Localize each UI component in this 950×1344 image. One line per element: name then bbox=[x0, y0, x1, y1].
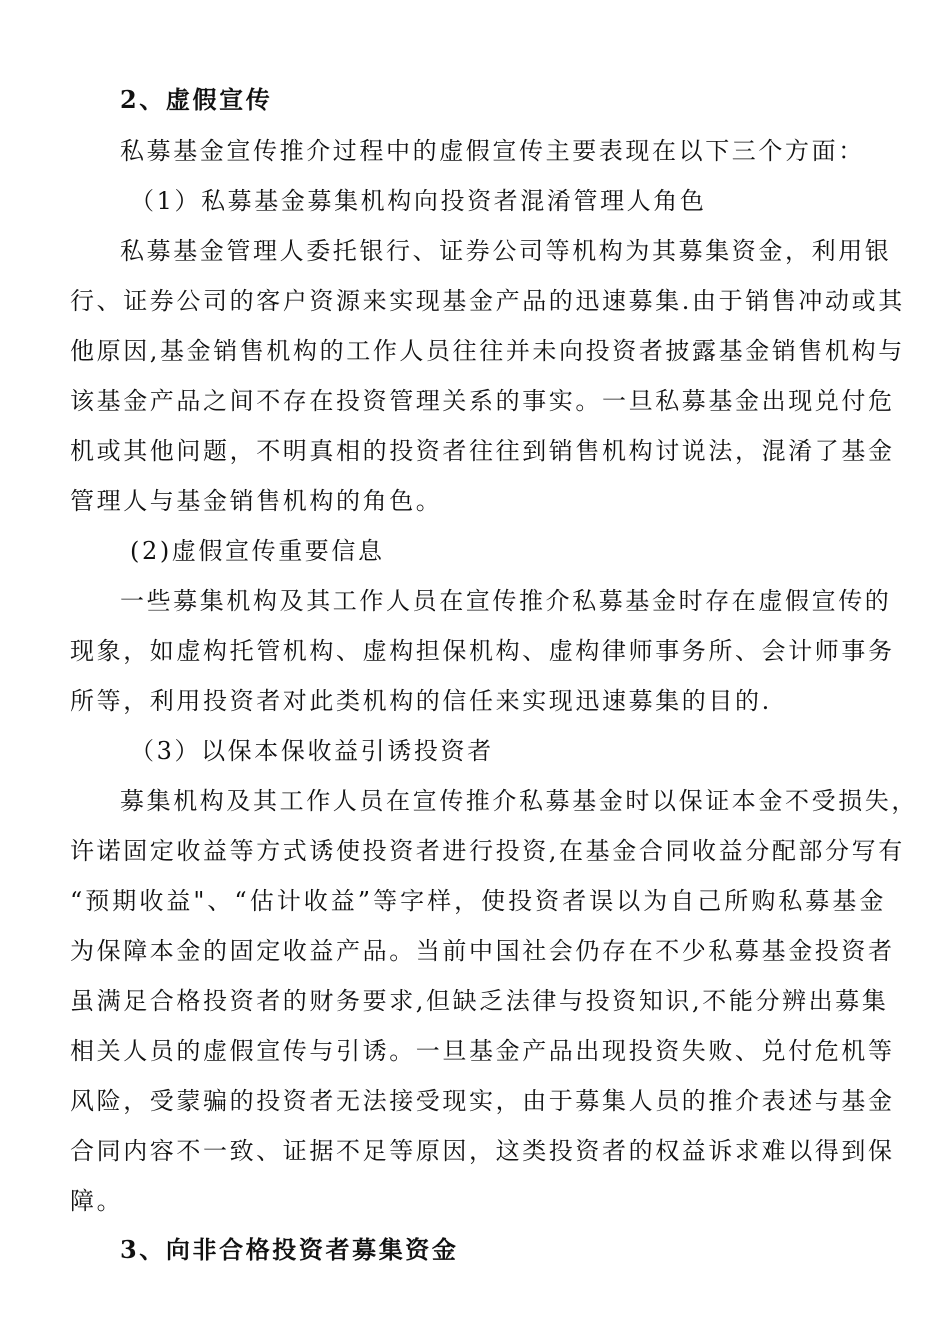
paragraph-line: “预期收益"、“估计收益”等字样，使投资者误以为自己所购私募基金 bbox=[70, 887, 886, 915]
subsection-title-1: （1）私募基金募集机构向投资者混淆管理人角色 bbox=[130, 187, 707, 215]
paragraph-line: 许诺固定收益等方式诱使投资者进行投资,在基金合同收益分配部分写有 bbox=[70, 837, 905, 865]
paragraph-line: 虽满足合格投资者的财务要求,但缺乏法律与投资知识,不能分辨出募集 bbox=[70, 987, 889, 1015]
paragraph-line: 为保障本金的固定收益产品。当前中国社会仍存在不少私募基金投资者 bbox=[70, 937, 895, 965]
paragraph-line: 相关人员的虚假宣传与引诱。一旦基金产品出现投资失败、兑付危机等 bbox=[70, 1037, 895, 1065]
paragraph-line: 现象，如虚构托管机构、虚构担保机构、虚构律师事务所、会计师事务 bbox=[70, 637, 895, 665]
paragraph-line: 合同内容不一致、证据不足等原因，这类投资者的权益诉求难以得到保 bbox=[70, 1137, 895, 1165]
intro-paragraph: 私募基金宣传推介过程中的虚假宣传主要表现在以下三个方面： bbox=[120, 137, 865, 165]
paragraph-line: 管理人与基金销售机构的角色。 bbox=[70, 487, 443, 515]
paragraph-line: 障。 bbox=[70, 1187, 124, 1215]
paragraph-line: 一些募集机构及其工作人员在宣传推介私募基金时存在虚假宣传的 bbox=[120, 587, 892, 615]
paragraph-line: 所等，利用投资者对此类机构的信任来实现迅速募集的目的. bbox=[70, 687, 772, 715]
paragraph-line: 私募基金管理人委托银行、证券公司等机构为其募集资金，利用银 bbox=[120, 237, 892, 265]
paragraph-line: 募集机构及其工作人员在宣传推介私募基金时以保证本金不受损失， bbox=[120, 787, 918, 815]
paragraph-line: 行、证券公司的客户资源来实现基金产品的迅速募集.由于销售冲动或其 bbox=[70, 287, 905, 315]
paragraph-line: 机或其他问题，不明真相的投资者往往到销售机构讨说法，混淆了基金 bbox=[70, 437, 895, 465]
subsection-title-2: (2)虚假宣传重要信息 bbox=[130, 537, 385, 565]
paragraph-line: 他原因,基金销售机构的工作人员往往并未向投资者披露基金销售机构与 bbox=[70, 337, 905, 365]
subsection-title-3: （3）以保本保收益引诱投资者 bbox=[130, 737, 494, 765]
paragraph-line: 风险，受蒙骗的投资者无法接受现实，由于募集人员的推介表述与基金 bbox=[70, 1087, 895, 1115]
section-heading-3: 3、向非合格投资者募集资金 bbox=[120, 1235, 459, 1264]
paragraph-line: 该基金产品之间不存在投资管理关系的事实。一旦私募基金出现兑付危 bbox=[70, 387, 895, 415]
section-heading-2: 2、虚假宣传 bbox=[120, 85, 273, 114]
